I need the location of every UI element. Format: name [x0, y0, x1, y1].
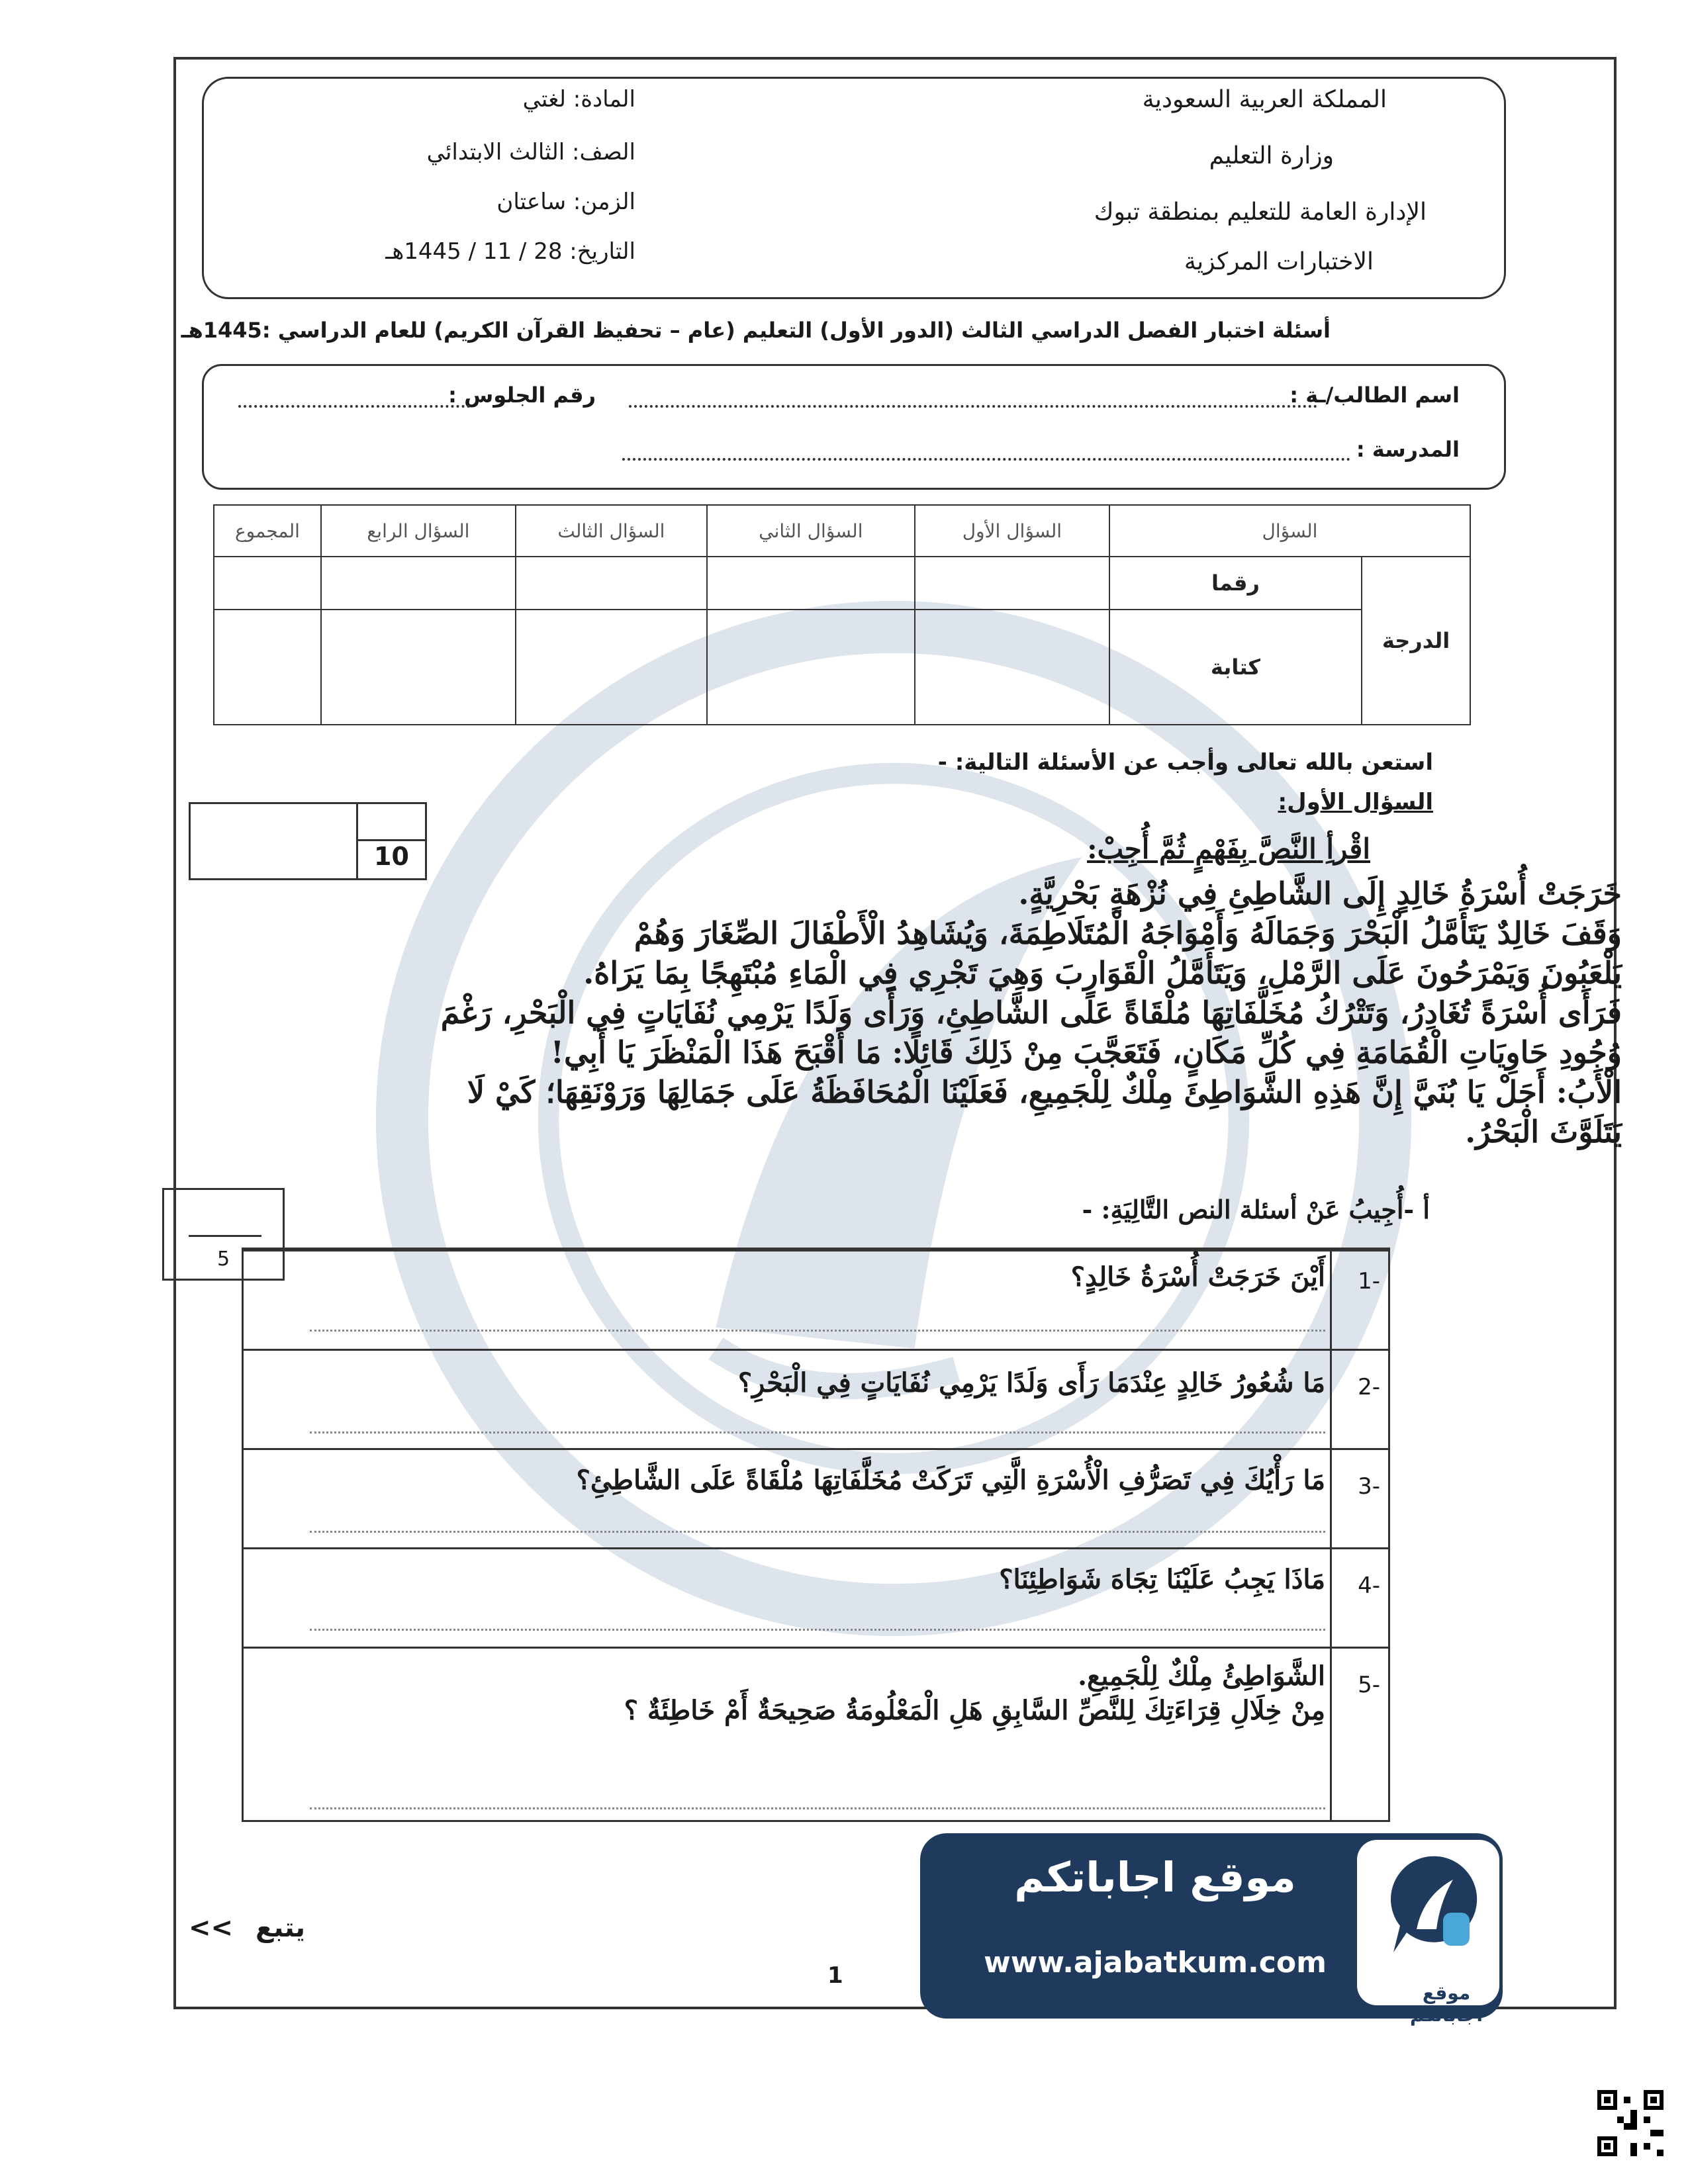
grades-header-q3: السؤال الثالث [516, 505, 707, 557]
part-score: 5 [216, 1248, 230, 1271]
qr-code-icon [1597, 2090, 1664, 2156]
q1-score-divider [356, 839, 427, 841]
grades-header-q2: السؤال الثاني [707, 505, 915, 557]
question-number: -2 [1358, 1374, 1380, 1400]
question-text: أَيْنَ خَرَجَتْ أُسْرَةُ خَالِدٍ؟ [1070, 1261, 1325, 1293]
passage-line: خَرَجَتْ أُسْرَةُ خَالِدٍ إِلَى الشَّاطِئِ فِي نُزْهَةٍ بَحْرِيَّةٍ. [1018, 876, 1622, 911]
question-number: -4 [1358, 1572, 1380, 1599]
question-number: -5 [1358, 1672, 1380, 1698]
read-prompt: اقْرأِ النَّصَّ بِفَهْمٍ ثُمَّ أُجِبْ: [1087, 833, 1370, 865]
question-row [244, 1349, 1388, 1450]
passage-line: وَقَفَ خَالِدٌ يَتَأَمَّلُ الْبَحْرَ وَجَمَالَهُ وَأَمْوَاجَهُ الْمُتَلَاطِمَةَ، وَيُشَاهِدُ الْأَطْفَالَ الصِّغَارَ وَهُمْ [633, 915, 1622, 951]
question-number: -1 [1358, 1268, 1380, 1295]
passage-line: الْأَبُ: أَجَلْ يَا بُنَيَّ إِنَّ هَذِهِ الشَّوَاطِئَ مِلْكٌ لِلْجَمِيعِ، فَعَلَيْنَا الْمُحَافَظَةُ عَلَى جَمَالِهَا وَرَوْنَقِهَا؛ كَيْ لَا [467, 1074, 1622, 1110]
answer-line[interactable] [310, 1629, 1325, 1631]
grades-header-total: المجموع [214, 505, 321, 557]
seat-number-field[interactable] [238, 405, 470, 408]
grade-row-label: الدرجة [1362, 557, 1470, 725]
page-number: 1 [827, 1962, 843, 1989]
question-row [244, 1547, 1388, 1649]
directorate-label: الإدارة العامة للتعليم بمنطقة تبوك [1094, 199, 1427, 226]
next-arrows-icon: << [189, 1913, 234, 1943]
answer-line[interactable] [310, 1330, 1325, 1332]
grade-cell[interactable] [321, 610, 516, 725]
grade-cell[interactable] [915, 610, 1109, 725]
grade-words-label: كتابة [1109, 610, 1362, 725]
grade-cell[interactable] [214, 557, 321, 610]
seat-number-label: رقم الجلوس : [448, 383, 596, 408]
grade-cell[interactable] [707, 610, 915, 725]
grade-cell[interactable] [214, 610, 321, 725]
student-name-label: اسم الطالب/ـة : [1289, 383, 1460, 408]
q1-title: السؤال الأول: [1278, 789, 1433, 815]
question-row [244, 1250, 1388, 1351]
questions-table [242, 1248, 1390, 1822]
answer-line[interactable] [310, 1807, 1325, 1809]
brand-title: موقع اجاباتكم [1014, 1853, 1296, 1901]
grade-cell[interactable] [516, 557, 707, 610]
question-text: مَاذَا يَجِبُ عَلَيْنَا تِجَاهَ شَوَاطِئِنَا؟ [999, 1564, 1325, 1595]
next-label: يتبع [255, 1913, 305, 1943]
passage-line: وُجُودِ حَاوِيَاتِ الْقُمَامَةِ فِي كُلِّ مَكَانٍ، فَتَعَجَّبَ مِنْ ذَلِكَ قَائِلًا: مَا أَقْبَحَ هَذَا الْمَنْظَرَ يَا أَبِي! [550, 1034, 1622, 1070]
grade-cell[interactable] [516, 610, 707, 725]
passage-line: يَتَلَوَّثَ الْبَحْرُ. [1465, 1114, 1622, 1150]
question-text: مَا شُعُورُ خَالِدٍ عِنْدَمَا رَأَى وَلَدًا يَرْمِي نُفَايَاتٍ فِي الْبَحْرِ؟ [737, 1367, 1325, 1398]
grade-cell[interactable] [915, 557, 1109, 610]
passage-line: يَلْعَبُونَ وَيَمْرَحُونَ عَلَى الرَّمْلِ، وَيَتَأَمَّلُ الْقَوَارِبَ وَهِيَ تَجْرِي فِي الْمَاءِ مُبْتَهِجًا بِمَا يَرَاهُ. [583, 955, 1622, 991]
brand-logo-label: موقع اجاباتكم [1409, 1982, 1483, 2026]
student-name-field[interactable] [629, 405, 1317, 408]
time-label: الزمن: ساعتان [496, 189, 635, 215]
exam-title: أسئلة اختبار الفصل الدراسي الثالث (الدور الأول) التعليم (عام – تحفيظ القرآن الكريم) للعام الدراسي :1445هـ [181, 318, 1331, 343]
instructions: استعن بالله تعالى وأجب عن الأسئلة التالية: - [937, 749, 1433, 776]
grade-cell[interactable] [321, 557, 516, 610]
part-a-instructions: أ -أُجِيبُ عَنْ أسئلة النص التَّالِيَةِ: - [1082, 1195, 1430, 1224]
central-exams-label: الاختبارات المركزية [1184, 248, 1374, 275]
grades-header-question: السؤال [1109, 505, 1470, 557]
q1-score: 10 [374, 842, 409, 871]
subject-label: المادة: لغتي [522, 86, 635, 113]
grade-cell[interactable] [707, 557, 915, 610]
question-row [244, 1448, 1388, 1549]
grades-header-q4: السؤال الرابع [321, 505, 516, 557]
grades-table [213, 504, 1471, 725]
grades-header-q1: السؤال الأول [915, 505, 1109, 557]
school-field[interactable] [622, 458, 1350, 461]
answer-line[interactable] [310, 1531, 1325, 1533]
date-label: التاريخ: 28 / 11 / 1445هـ [385, 238, 635, 265]
brand-logo-icon [1380, 1850, 1479, 1962]
school-label: المدرسة : [1356, 437, 1460, 462]
question-text: مَا رَأْيُكَ فِي تَصَرُّفِ الْأُسْرَةِ الَّتِي تَرَكَتْ مُخَلَّفَاتِهَا مُلْقَاةً عَلَى الشَّاطِئِ؟ [576, 1465, 1325, 1496]
grade-label: الصف: الثالث الابتدائي [426, 139, 635, 165]
part-score-line [189, 1235, 261, 1237]
ministry-label: وزارة التعليم [1209, 142, 1334, 169]
kingdom-label: المملكة العربية السعودية [1142, 86, 1387, 113]
question-text: مِنْ خِلَالِ قِرَاءَتِكَ لِلنَّصِّ السَّابِقِ هَلِ الْمَعْلُومَةُ صَحِيحَةٌ أَمْ خَاطِئَةٌ ؟ [624, 1695, 1325, 1726]
question-number: -3 [1358, 1473, 1380, 1500]
grade-digits-label: رقما [1109, 557, 1362, 610]
passage-line: فَرَأَى أُسْرَةً تُغَادِرُ، وَتَتْرُكُ مُخَلَّفَاتِهَا مُلْقَاةً عَلَى الشَّاطِئِ، وَرَأَى وَلَدًا يَرْمِي نُفَايَاتٍ فِي الْبَحْرِ، رَغْمَ [440, 995, 1622, 1030]
question-row [244, 1647, 1388, 1822]
reading-passage [298, 874, 1622, 1152]
answer-line[interactable] [310, 1432, 1325, 1433]
brand-url[interactable]: www.ajabatkum.com [984, 1946, 1327, 1979]
question-text: الشَّوَاطِئُ مِلْكٌ لِلْجَمِيعِ. [1078, 1661, 1325, 1692]
next-indicator [189, 1913, 305, 1943]
